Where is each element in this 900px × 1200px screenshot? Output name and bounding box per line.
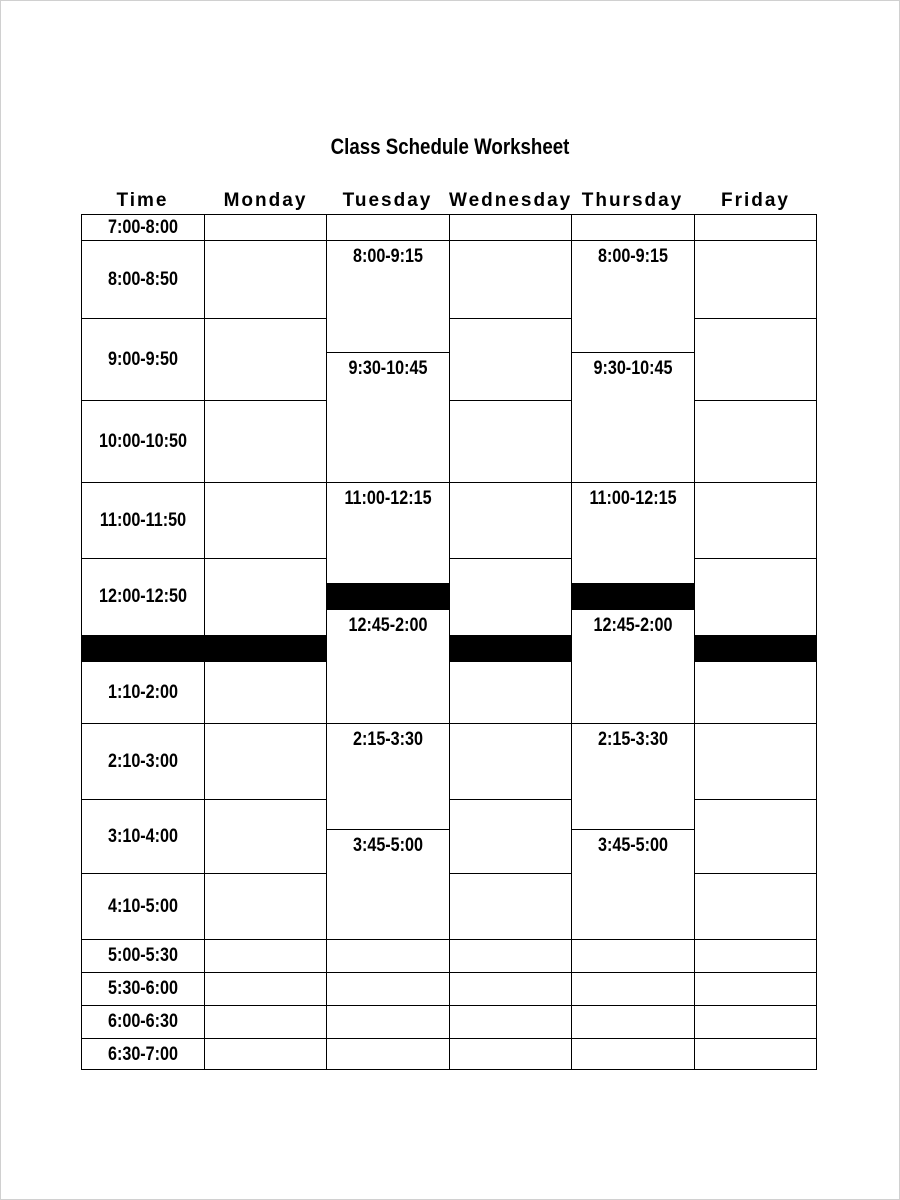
slot-time-label: 11:00-12:15 <box>344 488 432 509</box>
friday-cell[interactable] <box>694 1005 817 1038</box>
friday-cell[interactable] <box>694 939 817 972</box>
time-cell <box>81 1038 204 1070</box>
tuesday-slot[interactable] <box>326 482 449 583</box>
time-label: 4:10-5:00 <box>107 896 179 917</box>
slot-time-label: 9:30-10:45 <box>593 358 673 379</box>
header-friday: Friday <box>720 190 791 211</box>
slot-time-label: 3:45-5:00 <box>597 835 669 856</box>
time-label: 5:00-5:30 <box>107 945 179 966</box>
wednesday-cell[interactable] <box>449 939 571 972</box>
tuesday-slot[interactable] <box>326 723 449 829</box>
thursday-slot[interactable] <box>571 583 694 609</box>
time-cell <box>81 318 204 400</box>
thursday-slot[interactable] <box>571 214 694 240</box>
header-tuesday: Tuesday <box>342 190 433 211</box>
monday-cell[interactable] <box>204 214 326 240</box>
time-cell <box>81 661 204 723</box>
time-cell <box>81 723 204 799</box>
time-label: 12:00-12:50 <box>98 586 188 607</box>
monday-cell[interactable] <box>204 558 326 635</box>
time-label: 8:00-8:50 <box>107 269 179 290</box>
wednesday-cell[interactable] <box>449 799 571 873</box>
time-cell <box>81 799 204 873</box>
wednesday-cell[interactable] <box>449 318 571 400</box>
time-label: 6:30-7:00 <box>107 1044 179 1065</box>
thursday-slot[interactable] <box>571 972 694 1005</box>
time-label: 6:00-6:30 <box>107 1011 179 1032</box>
slot-time-label: 3:45-5:00 <box>352 835 424 856</box>
time-label: 11:00-11:50 <box>99 510 187 531</box>
wednesday-cell[interactable] <box>449 482 571 558</box>
slot-time-label: 2:15-3:30 <box>597 729 669 750</box>
tuesday-slot[interactable] <box>326 240 449 352</box>
header-thursday: Thursday <box>581 190 684 211</box>
friday-cell[interactable] <box>694 214 817 240</box>
wednesday-cell[interactable] <box>449 558 571 635</box>
monday-cell[interactable] <box>204 972 326 1005</box>
slot-time-label: 8:00-9:15 <box>597 246 669 267</box>
tuesday-slot[interactable] <box>326 352 449 482</box>
monday-cell[interactable] <box>204 1038 326 1070</box>
monday-cell[interactable] <box>204 318 326 400</box>
time-cell <box>81 240 204 318</box>
time-cell <box>81 873 204 939</box>
time-cell <box>81 400 204 482</box>
tuesday-slot[interactable] <box>326 1005 449 1038</box>
wednesday-cell[interactable] <box>449 661 571 723</box>
monday-cell[interactable] <box>204 240 326 318</box>
thursday-slot[interactable] <box>571 482 694 583</box>
time-cell <box>81 635 204 661</box>
page-title: Class Schedule Worksheet <box>330 134 570 159</box>
slot-time-label: 8:00-9:15 <box>352 246 424 267</box>
tuesday-slot[interactable] <box>326 939 449 972</box>
thursday-slot[interactable] <box>571 609 694 723</box>
header-time: Time <box>116 190 169 211</box>
monday-cell[interactable] <box>204 1005 326 1038</box>
wednesday-cell[interactable] <box>449 635 571 661</box>
monday-cell[interactable] <box>204 799 326 873</box>
wednesday-cell[interactable] <box>449 400 571 482</box>
monday-cell[interactable] <box>204 400 326 482</box>
time-label: 1:10-2:00 <box>107 682 179 703</box>
time-label: 9:00-9:50 <box>107 349 179 370</box>
thursday-slot[interactable] <box>571 723 694 829</box>
thursday-slot[interactable] <box>571 240 694 352</box>
thursday-slot[interactable] <box>571 829 694 939</box>
monday-cell[interactable] <box>204 723 326 799</box>
time-label: 3:10-4:00 <box>107 826 179 847</box>
friday-cell[interactable] <box>694 635 817 661</box>
thursday-slot[interactable] <box>571 1038 694 1070</box>
time-label: 5:30-6:00 <box>107 978 179 999</box>
slot-time-label: 9:30-10:45 <box>348 358 428 379</box>
friday-cell[interactable] <box>694 661 817 723</box>
friday-cell[interactable] <box>694 1038 817 1070</box>
time-cell <box>81 939 204 972</box>
friday-cell[interactable] <box>694 799 817 873</box>
thursday-slot[interactable] <box>571 352 694 482</box>
tuesday-slot[interactable] <box>326 583 449 609</box>
time-cell <box>81 558 204 635</box>
monday-cell[interactable] <box>204 661 326 723</box>
monday-cell[interactable] <box>204 635 326 661</box>
friday-cell[interactable] <box>694 558 817 635</box>
wednesday-cell[interactable] <box>449 1005 571 1038</box>
time-label: 10:00-10:50 <box>98 431 188 452</box>
wednesday-cell[interactable] <box>449 873 571 939</box>
header-wednesday: Wednesday <box>449 190 573 211</box>
time-cell <box>81 482 204 558</box>
wednesday-cell[interactable] <box>449 972 571 1005</box>
friday-cell[interactable] <box>694 318 817 400</box>
slot-time-label: 2:15-3:30 <box>352 729 424 750</box>
tuesday-slot[interactable] <box>326 214 449 240</box>
monday-cell[interactable] <box>204 873 326 939</box>
tuesday-slot[interactable] <box>326 1038 449 1070</box>
wednesday-cell[interactable] <box>449 1038 571 1070</box>
wednesday-cell[interactable] <box>449 723 571 799</box>
friday-cell[interactable] <box>694 972 817 1005</box>
friday-cell[interactable] <box>694 482 817 558</box>
wednesday-cell[interactable] <box>449 214 571 240</box>
slot-time-label: 11:00-12:15 <box>589 488 677 509</box>
time-cell <box>81 972 204 1005</box>
header-monday: Monday <box>223 190 308 211</box>
time-label: 7:00-8:00 <box>107 217 179 238</box>
time-cell <box>81 214 204 240</box>
friday-cell[interactable] <box>694 723 817 799</box>
friday-cell[interactable] <box>694 400 817 482</box>
time-cell <box>81 1005 204 1038</box>
friday-cell[interactable] <box>694 240 817 318</box>
friday-cell[interactable] <box>694 873 817 939</box>
thursday-slot[interactable] <box>571 1005 694 1038</box>
monday-cell[interactable] <box>204 482 326 558</box>
wednesday-cell[interactable] <box>449 240 571 318</box>
tuesday-slot[interactable] <box>326 609 449 723</box>
tuesday-slot[interactable] <box>326 972 449 1005</box>
time-label: 2:10-3:00 <box>107 751 179 772</box>
thursday-slot[interactable] <box>571 939 694 972</box>
slot-time-label: 12:45-2:00 <box>348 615 428 636</box>
monday-cell[interactable] <box>204 939 326 972</box>
tuesday-slot[interactable] <box>326 829 449 939</box>
slot-time-label: 12:45-2:00 <box>593 615 673 636</box>
